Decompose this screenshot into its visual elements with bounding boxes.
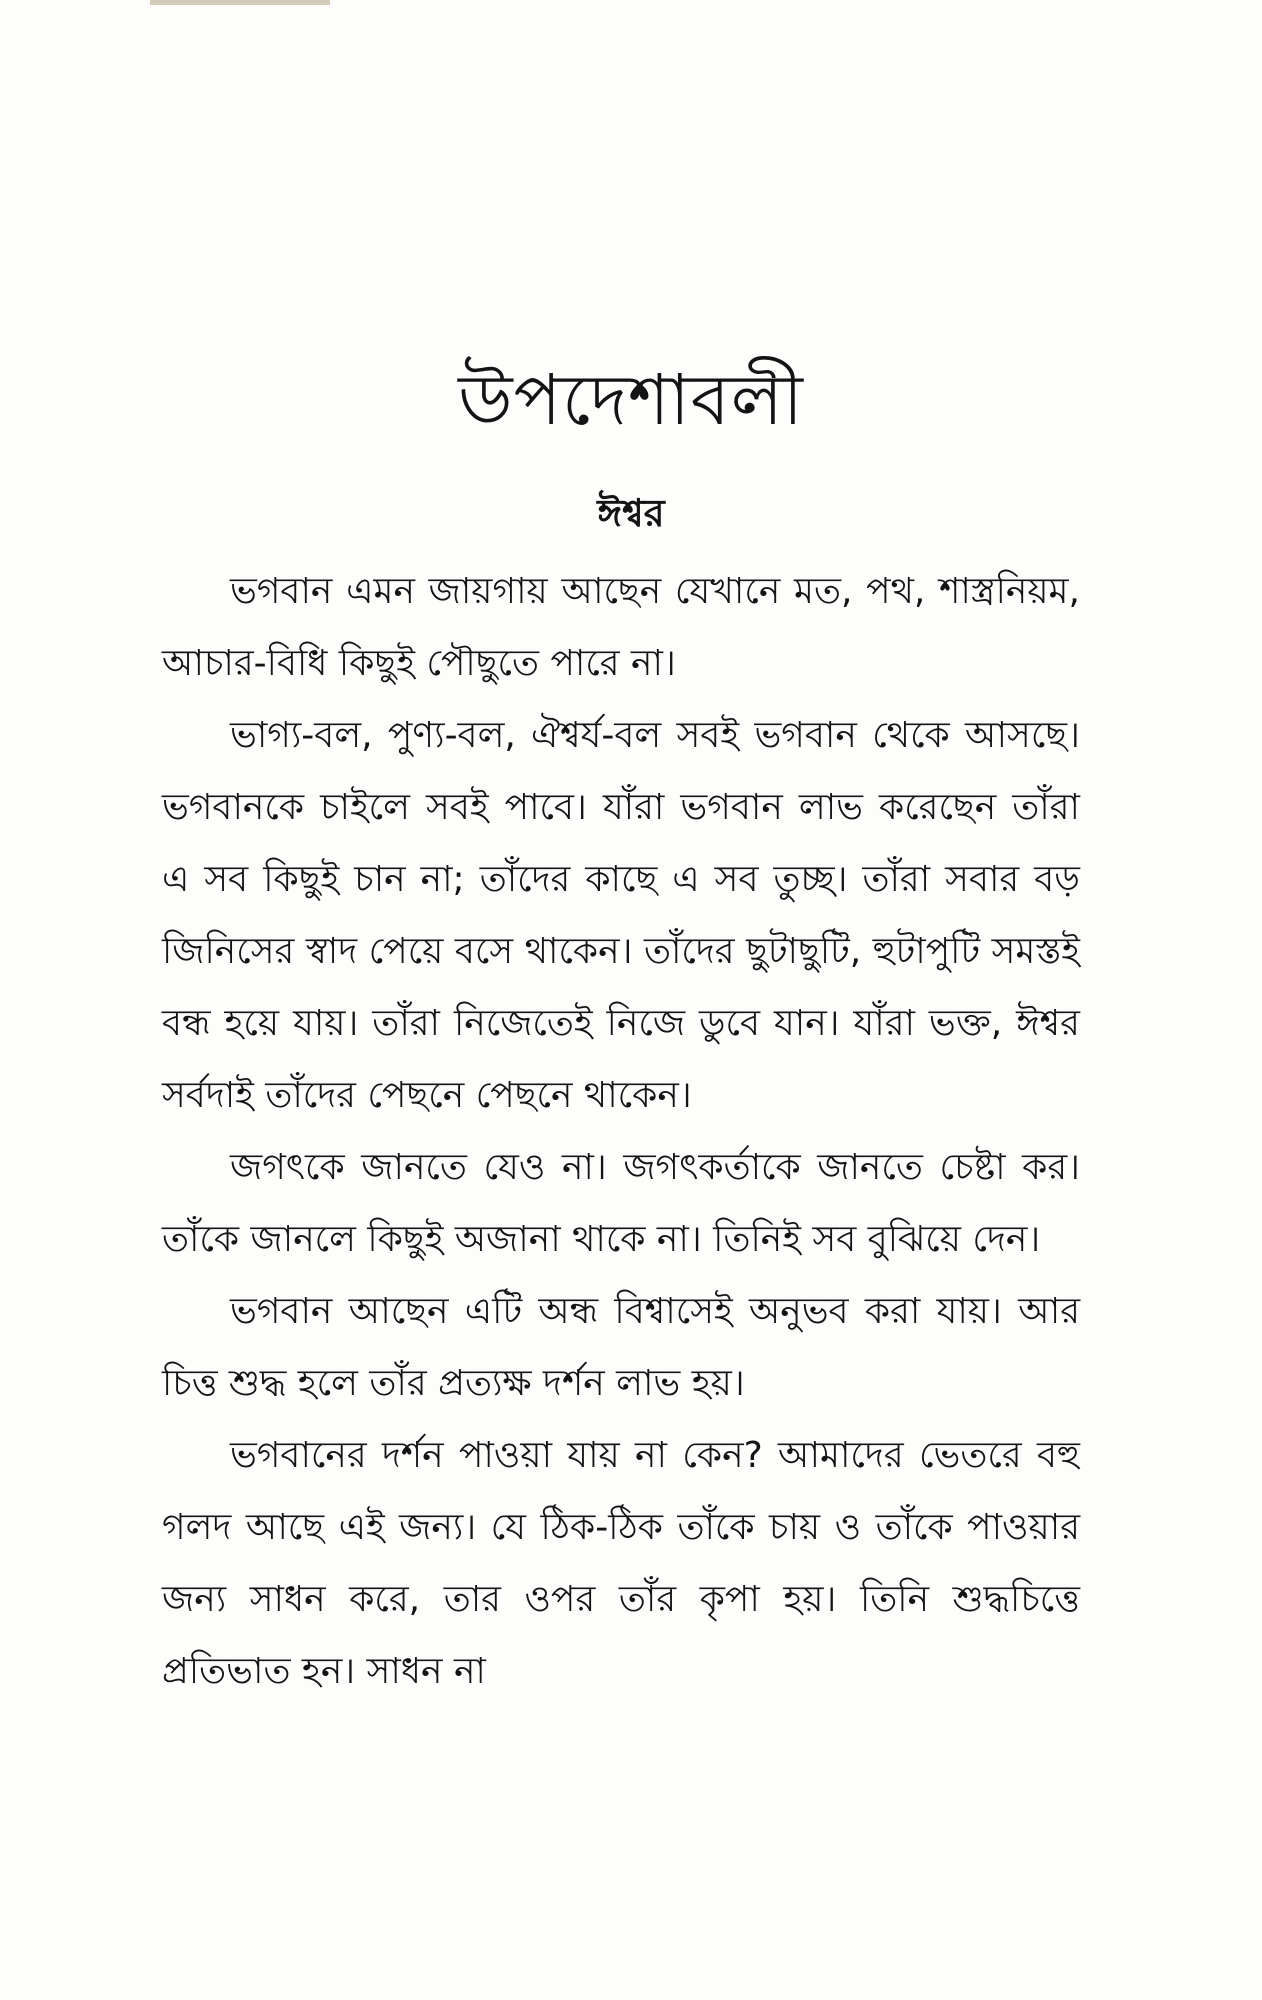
section-heading: ঈশ্বর — [597, 490, 665, 535]
page-edge-mark — [150, 0, 330, 5]
paragraph: ভগবানের দর্শন পাওয়া যায় না কেন? আমাদের ভেতরে বহু গলদ আছে এই জন্য। যে ঠিক-ঠিক তাঁকে চায় ও তাঁকে পাওয়ার জন্য সাধন করে, তার ওপর তাঁর কৃপা হয়। তিনি শুদ্ধচিত্তে প্রতিভাত হন। সাধন না — [162, 1435, 1080, 1692]
paragraph: ভগবান এমন জায়গায় আছেন যেখানে মত, পথ, শাস্ত্রনিয়ম, আচার-বিধি কিছুই পৌছুতে পারে না। — [162, 571, 1080, 684]
paragraph: জগৎকে জানতে যেও না। জগৎকর্তাকে জানতে চেষ্টা কর। তাঁকে জানলে কিছুই অজানা থাকে না। তিনিই সব বুঝিয়ে দেন। — [162, 1147, 1080, 1260]
page-title: উপদেশাবলী — [458, 358, 804, 441]
body-text — [162, 556, 1080, 1708]
paragraph: ভগবান আছেন এটি অন্ধ বিশ্বাসেই অনুভব করা যায়। আর চিত্ত শুদ্ধ হলে তাঁর প্রত্যক্ষ দর্শন লাভ হয়। — [162, 1291, 1080, 1404]
paragraph: ভাগ্য-বল, পুণ্য-বল, ঐশ্বর্য-বল সবই ভগবান থেকে আসছে। ভগবানকে চাইলে সবই পাবে। যাঁরা ভগবান লাভ করেছেন তাঁরা এ সব কিছুই চান না; তাঁদের কাছে এ সব তুচ্ছ। তাঁরা সবার বড় জিনিসের স্বাদ পেয়ে বসে থাকেন। তাঁদের ছুটাছুটি, হুটাপুটি সমস্তই বন্ধ হয়ে যায়। তাঁরা নিজেতেই নিজে ডুবে যান। যাঁরা ভক্ত, ঈশ্বর সর্বদাই তাঁদের পেছনে পেছনে থাকেন। — [162, 715, 1080, 1116]
